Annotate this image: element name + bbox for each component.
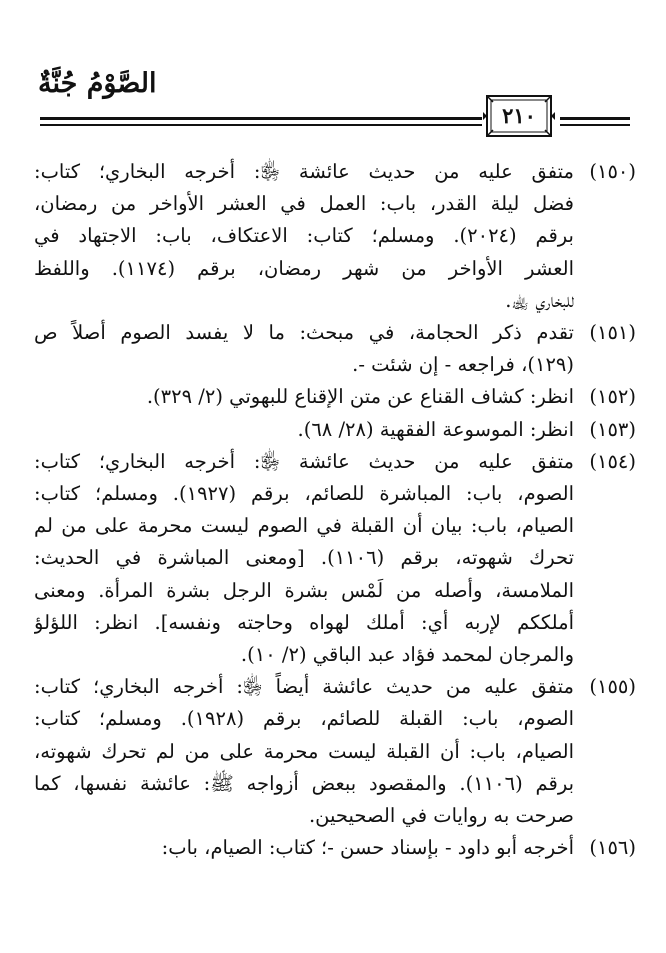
- footnote-number: (١٥٣): [589, 417, 636, 441]
- footnote-number: (١٥١): [589, 321, 636, 345]
- footnote: [34, 446, 636, 671]
- footnote: [34, 317, 636, 381]
- footnote-line: متفق عليه من حديث عائشة ﵂: أخرجه البخاري؛ كتاب:: [34, 160, 574, 183]
- footnote-line: انظر: كشاف القناع عن متن الإقناع للبهوتي (٢/ ٣٢٩).: [146, 385, 574, 409]
- footnote-text: [34, 671, 574, 832]
- footnote-text: [34, 381, 574, 413]
- footnote: [34, 671, 636, 832]
- footnote: [34, 832, 636, 864]
- footnote-line: العشر الأواخر من شهر رمضان، برقم (١١٧٤). واللفظ: [34, 256, 574, 280]
- footnote-number: (١٥٤): [589, 449, 636, 473]
- footnote-line: برقم (١١٠٦). والمقصود ببعض أزواجه ﷺ: عائشة نفسها، كما: [34, 771, 574, 795]
- footnote-line: والمرجان لمحمد فؤاد عبد الباقي (٢/ ١٠).: [240, 643, 574, 667]
- footnote-line: (١٢٩)، فراجعه - إن شئت -.: [352, 353, 574, 377]
- footnote-line: الملامسة، وأصله من لَمْس بشرة الرجل بشرة المرأة. ومعنى: [34, 578, 574, 602]
- footnote-line: انظر: الموسوعة الفقهية (٢٨/ ٦٨).: [297, 417, 574, 441]
- footnote-line: تقدم ذكر الحجامة، في مبحث: ما لا يفسد الصوم أصلاً ص: [34, 321, 574, 345]
- footnote-line: متفق عليه من حديث عائشة ﵂: أخرجه البخاري؛ كتاب:: [34, 449, 574, 473]
- header-rule-thick: [40, 117, 482, 120]
- footnote-line: أملككم لإربه أي: أملك لهواه وحاجته ونفسه]. انظر: اللؤلؤ: [34, 610, 574, 634]
- footnote-line: فضل ليلة القدر، باب: العمل في العشر الأواخر من رمضان،: [34, 192, 574, 216]
- footnote-number: (١٥٥): [589, 675, 636, 699]
- footnote-line: برقم (٢٠٢٤). ومسلم؛ كتاب: الاعتكاف، باب: الاجتهاد في: [34, 224, 574, 248]
- footnote: [34, 414, 636, 446]
- header-rule-thin-right: [560, 124, 630, 126]
- footnote-text: [34, 446, 574, 671]
- footnote-text: [34, 832, 574, 864]
- footnote-line: أخرجه أبو داود - بإسناد حسن -؛ كتاب: الصيام، باب:: [161, 836, 574, 860]
- footnote-number: (١٥٠): [589, 160, 636, 183]
- footnote: [34, 381, 636, 413]
- page-number-frame: [483, 92, 555, 140]
- footnote-text: [34, 156, 574, 317]
- footnote-number: (١٥٦): [589, 836, 636, 860]
- footnote-line: صرحت به روايات في الصحيحين.: [308, 804, 574, 828]
- footnotes: [34, 156, 636, 864]
- footnote-line: الصوم، باب: المباشرة للصائم، برقم (١٩٢٧). ومسلم؛ كتاب:: [34, 482, 574, 506]
- header-rule-thin: [40, 124, 482, 126]
- footnote-line: الصيام، باب: أن القبلة ليست محرمة على من لم تحرك شهوته،: [34, 739, 574, 763]
- footnote: [34, 156, 636, 317]
- footnote-text: [34, 317, 574, 381]
- footnote-line: الصيام، باب: بيان أن القبلة في الصوم ليست محرمة على من لم: [34, 514, 574, 538]
- header-rule-thick-right: [560, 117, 630, 120]
- page-header: [0, 0, 666, 130]
- footnote-line: للبخاري ﵀.: [505, 288, 574, 312]
- footnote-line: تحرك شهوته، برقم (١١٠٦). [ومعنى المباشرة في الحديث:: [34, 546, 574, 570]
- footnote-line: الصوم، باب: القبلة للصائم، برقم (١٩٢٨). ومسلم؛ كتاب:: [34, 707, 574, 731]
- page-number: ٢١٠: [502, 103, 536, 128]
- footnote-text: [34, 414, 574, 446]
- footnote-number: (١٥٢): [589, 385, 636, 409]
- running-title: الصَّوْمُ جُنَّةٌ: [38, 68, 157, 99]
- footnote-line: متفق عليه من حديث عائشة أيضاً ﵂: أخرجه البخاري؛ كتاب:: [34, 675, 574, 699]
